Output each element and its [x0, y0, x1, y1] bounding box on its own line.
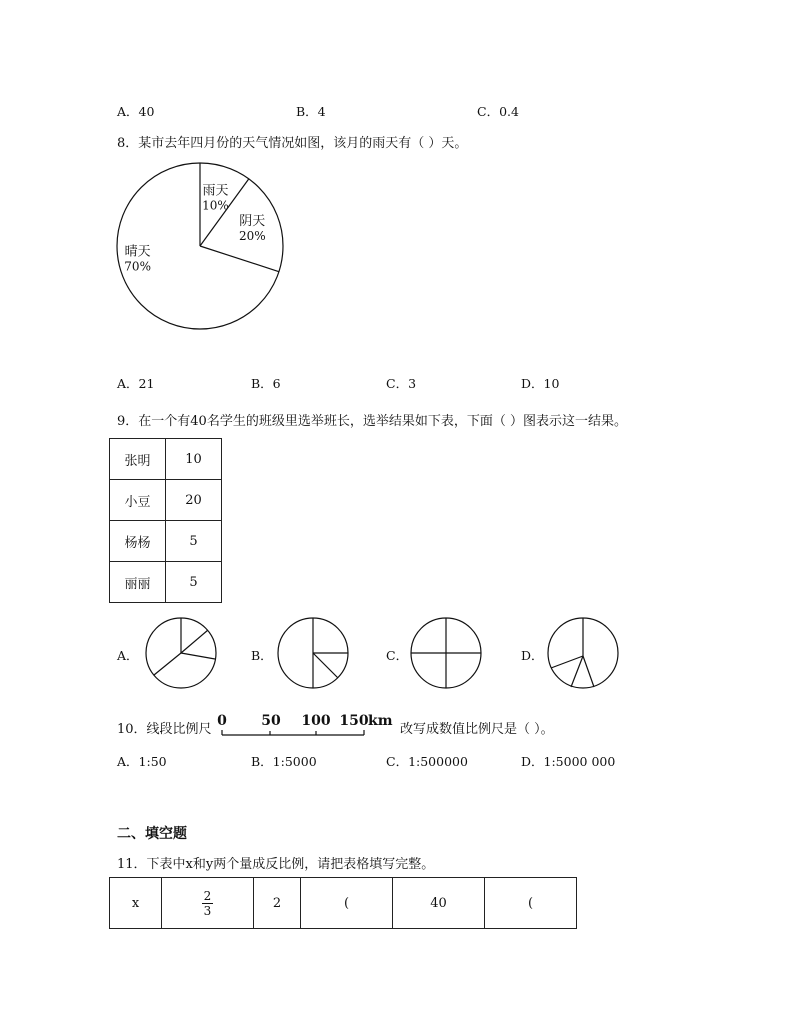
- q10-question-start: 10．线段比例尺: [117, 722, 212, 737]
- q10-option-d: D．1:5000 000: [521, 754, 616, 769]
- q8-option-a: A．21: [117, 376, 155, 391]
- pie-label-percent: 70%: [124, 259, 151, 274]
- section-heading: 二、填空题: [117, 826, 187, 842]
- candidate-votes: 10: [166, 439, 222, 480]
- q8-option-d: D．10: [521, 376, 560, 391]
- candidate-votes: 5: [166, 562, 222, 603]
- candidate-name: 张明: [110, 439, 166, 480]
- xy-table: [109, 877, 577, 929]
- q8-option-c: C．3: [386, 376, 417, 391]
- q9-option-a-label: A．: [117, 648, 139, 663]
- candidate-votes: 5: [166, 521, 222, 562]
- q8-question: 8．某市去年四月份的天气情况如图，该月的雨天有（ ）天。: [117, 136, 468, 151]
- fraction-two-thirds: $\frac{2}{3}$: [203, 888, 212, 918]
- q7-option-a: A．40: [117, 104, 155, 119]
- table-cell-x: x: [110, 878, 162, 929]
- q11-question: 11．下表中x和y两个量成反比例，请把表格填写完整。: [117, 857, 435, 872]
- table-cell-blank: (: [301, 878, 393, 929]
- candidate-name: 小豆: [110, 480, 166, 521]
- q10-option-b: B．1:5000: [251, 754, 317, 769]
- pie-label-category: 晴天: [124, 244, 151, 260]
- scale-label-0: 0: [217, 713, 227, 729]
- pie-label-category: 阴天: [239, 214, 266, 230]
- pie-label-category: 雨天: [202, 183, 229, 199]
- table-cell-fraction: [162, 878, 254, 929]
- q10-option-c: C．1:500000: [386, 754, 468, 769]
- table-cell: 40: [393, 878, 485, 929]
- q9-option-b-label: B．: [251, 648, 273, 663]
- q10-question-end: 改写成数值比例尺是（ ）。: [400, 722, 554, 737]
- q9-option-c-label: C．: [386, 648, 409, 663]
- q7-option-b: B．4: [296, 104, 326, 119]
- scale-unit: km: [368, 713, 393, 729]
- scale-label-100: 100: [301, 713, 331, 729]
- q7-option-c: C．0.4: [477, 104, 519, 119]
- table-cell-blank: (: [485, 878, 577, 929]
- pie-label-percent: 10%: [202, 198, 229, 213]
- table-row: [110, 878, 577, 929]
- q9-option-d-label: D．: [521, 648, 544, 663]
- candidate-name: 杨杨: [110, 521, 166, 562]
- candidate-votes: 20: [166, 480, 222, 521]
- scale-label-150: 150: [339, 713, 369, 729]
- pie-label-percent: 20%: [238, 229, 266, 244]
- q8-option-b: B．6: [251, 376, 281, 391]
- candidate-name: 丽丽: [110, 562, 166, 603]
- table-cell: 2: [254, 878, 301, 929]
- q10-option-a: A．1:50: [117, 754, 167, 769]
- q9-question: 9．在一个有40名学生的班级里选举班长，选举结果如下表，下面（ ）图表示这一结果。: [117, 414, 627, 429]
- scale-label-50: 50: [261, 713, 281, 729]
